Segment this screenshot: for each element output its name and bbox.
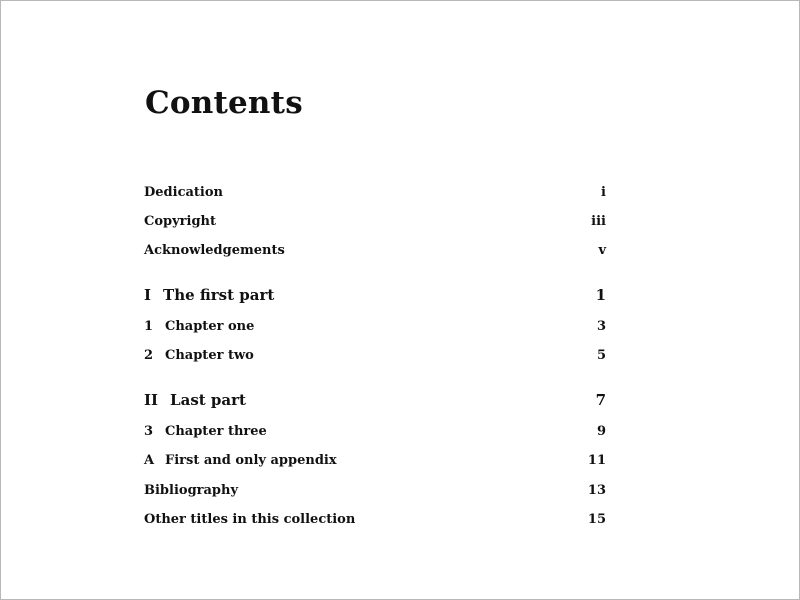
toc-entry-label: Bibliography	[144, 482, 239, 498]
toc-entry-dedication[interactable]	[144, 182, 606, 202]
toc-entry-chapter-one[interactable]	[144, 316, 606, 336]
toc-entry-number: 3	[144, 423, 154, 439]
toc-entry-page: 11	[587, 452, 606, 468]
toc-entry-label: The first part	[163, 286, 275, 304]
toc-entry-number: 2	[144, 347, 154, 363]
toc-entry-other-titles[interactable]	[144, 509, 606, 529]
toc-entry-label: Copyright	[144, 213, 216, 229]
toc-entry-chapter-three[interactable]	[144, 421, 606, 441]
toc-entry-label: First and only appendix	[165, 452, 337, 468]
toc-entry-page: 13	[587, 482, 606, 498]
toc-entry-page: 15	[587, 511, 606, 527]
toc-entry-page: 3	[596, 318, 606, 334]
toc-entry-part-two[interactable]	[144, 389, 606, 411]
toc-entry-label: Acknowledgements	[144, 242, 285, 258]
toc-entry-label: Chapter one	[165, 318, 255, 334]
toc-entry-acknowledgements[interactable]	[144, 240, 606, 260]
toc-entry-page: iii	[591, 213, 606, 229]
toc-entry-number: A	[144, 452, 155, 468]
toc-entry-page: 9	[596, 423, 606, 439]
toc-entry-page: 5	[596, 347, 606, 363]
toc-entry-number: I	[144, 286, 152, 304]
toc-entry-label: Dedication	[144, 184, 223, 200]
toc-entry-page: i	[601, 184, 606, 200]
toc-entry-appendix[interactable]	[144, 450, 606, 470]
toc-entry-label: Other titles in this collection	[144, 511, 356, 527]
toc-entry-number: II	[144, 391, 159, 409]
toc-entry-page: v	[598, 242, 606, 258]
toc-entry-page: 7	[595, 391, 606, 409]
toc-entry-chapter-two[interactable]	[144, 345, 606, 365]
toc-entry-part-one[interactable]	[144, 284, 606, 306]
page-title: Contents	[145, 85, 303, 121]
toc-entry-number: 1	[144, 318, 154, 334]
toc-entry-label: Chapter three	[165, 423, 267, 439]
toc-entry-copyright[interactable]	[144, 211, 606, 231]
toc-entry-label: Last part	[170, 391, 246, 409]
toc-entry-bibliography[interactable]	[144, 480, 606, 500]
toc-entry-label: Chapter two	[165, 347, 254, 363]
toc-entry-page: 1	[595, 286, 606, 304]
